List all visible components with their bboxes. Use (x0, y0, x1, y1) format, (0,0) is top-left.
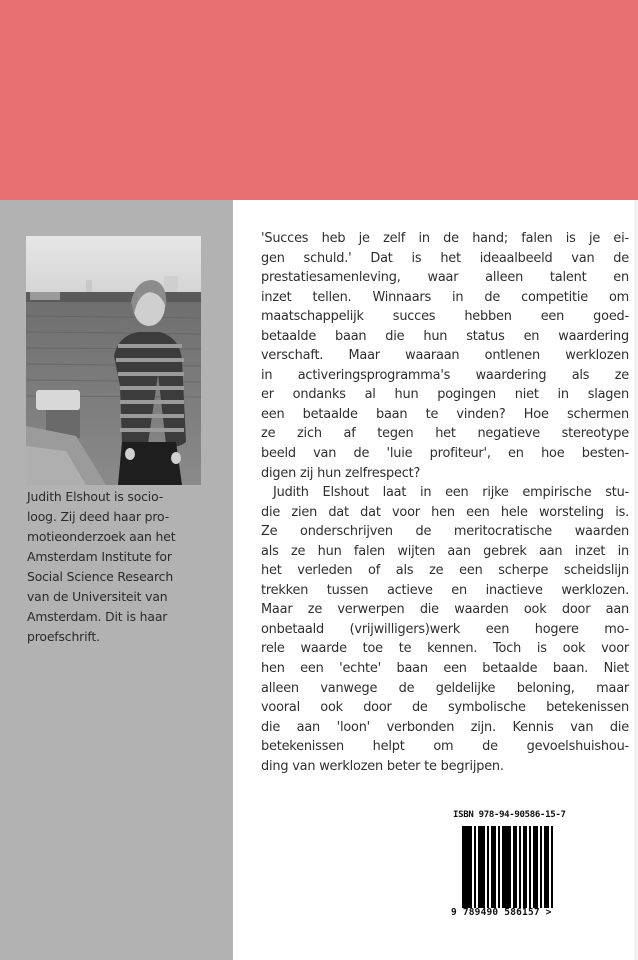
blurb-line: betekenissen helpt om de gevoelshuishou- (261, 739, 629, 755)
blurb-line: in activeringsprogramma's waardering als ze (261, 367, 629, 383)
author-photo-illustration (26, 236, 201, 485)
isbn-barcode (451, 810, 601, 928)
blurb-line: er ondanks al hun pogingen niet in slagen (261, 387, 629, 403)
barcode-bars-icon (462, 826, 553, 908)
blurb-line: inzet tellen. Winnaars in de competitie om (261, 289, 629, 305)
blurb-line: Judith Elshout laat in een rijke empirische stu- (273, 485, 629, 501)
bio-line: proefschrift. (27, 629, 100, 644)
blurb-line: rele waarde toe te kennen. Toch is ook voor (261, 641, 629, 657)
blurb-line: hen een 'echte' baan een betaalde baan. Niet (261, 661, 629, 677)
bio-line: Amsterdam Institute for (27, 549, 172, 564)
blurb-line: beeld van de 'luie profiteur', en hoe besten- (261, 446, 629, 462)
blurb-line: gen schuld.' Dat is het ideaalbeeld van de (261, 250, 629, 266)
blurb-line: het verleden of als ze een scherpe scheidslijn (261, 563, 629, 579)
blurb-line: betaalde baan die hun status en waardering (261, 328, 629, 344)
page-edge (634, 200, 638, 960)
barcode-digits: 9 789490 586157 > (451, 907, 552, 918)
author-photo (26, 236, 201, 485)
blurb-line: alleen vanwege de geldelijke beloning, maar (261, 680, 629, 696)
blurb-line: verschaft. Maar waaraan ontlenen werklozen (261, 348, 629, 364)
top-color-band (0, 0, 638, 200)
blurb-line: 'Succes heb je zelf in de hand; falen is je ei- (261, 231, 629, 246)
blurb-line: onbetaald (vrijwilligers)werk een hogere mo- (261, 621, 629, 637)
bio-line: loog. Zij deed haar pro- (27, 509, 170, 524)
blurb-line: ding van werklozen beter te begrijpen. (261, 758, 504, 774)
bio-line: Social Science Research (27, 569, 174, 584)
author-bio (27, 487, 202, 647)
bio-line: Judith Elshout is socio- (27, 489, 164, 504)
bio-line: van de Universiteit van (27, 589, 168, 604)
blurb-line: een betaalde baan te vinden? Hoe schermen (261, 406, 629, 422)
blurb-line: digen zij hun zelfrespect? (261, 465, 421, 481)
blurb-line: vooral ook door de symbolische betekenissen (261, 700, 629, 716)
blurb-line: die aan 'loon' verbonden zijn. Kennis van die (261, 719, 629, 735)
bio-line: motieonderzoek aan het (27, 529, 176, 544)
back-cover-blurb (261, 229, 629, 776)
blurb-line: Ze onderschrijven de meritocratische waarden (261, 524, 629, 540)
isbn-label: ISBN 978-94-90586-15-7 (453, 810, 566, 820)
bio-line: Amsterdam. Dit is haar (27, 609, 168, 624)
blurb-line: Maar ze verwerpen die waarden ook door aan (261, 602, 629, 618)
blurb-line: die zien dat dat voor hen een hele worsteling is. (261, 504, 629, 520)
blurb-line: trekken tussen actieve en inactieve werklozen. (261, 582, 629, 598)
blurb-line: als ze hun falen wijten aan gebrek aan inzet in (261, 543, 629, 559)
blurb-line: prestatiesamenleving, waar alleen talent en (261, 270, 629, 286)
blurb-line: ze zich af tegen het negatieve stereotype (261, 426, 629, 442)
blurb-line: maatschappelijk succes hebben een goed- (261, 309, 629, 325)
